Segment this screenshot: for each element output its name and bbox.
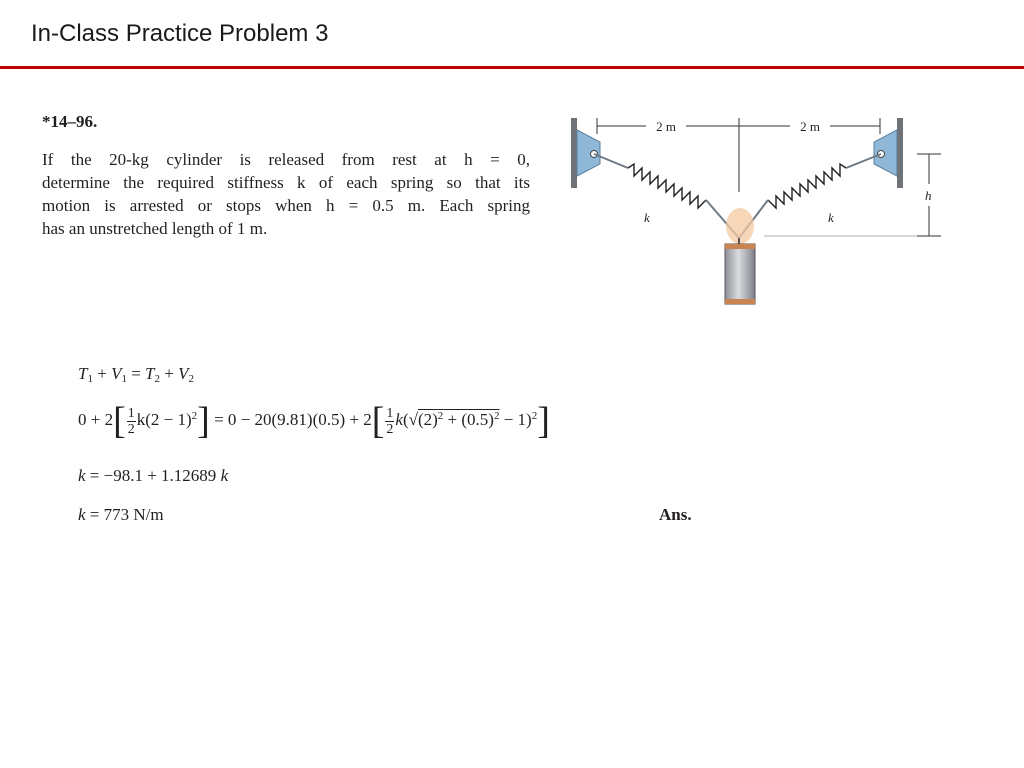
height-label: h xyxy=(925,188,932,203)
statement-line: determine the required stiffness k of each spring so that its xyxy=(42,173,530,192)
energy-equation: $T_1 + V_1 = T_2 + V_2$ xyxy=(78,364,194,385)
problem-number: *14–96. xyxy=(42,112,98,131)
answer-label: Ans. xyxy=(659,505,692,524)
spring-cylinder-figure xyxy=(565,108,955,308)
fraction-half: $\frac{1}{2}$ xyxy=(386,405,394,437)
substitution-equation: 0 + 2[ $\frac{1}{2}$ $k(2 - 1)^2] = 0 - 20(9.81)(0.5) + 2$[ $\frac{1}{2}$ $k(√(2)^2 + (0.5)^2 - 1)^2$] xyxy=(78,400,550,442)
problem-statement xyxy=(42,148,530,240)
dimension-right-label: 2 m xyxy=(800,119,820,134)
cylinder xyxy=(725,244,755,304)
stiffness-relation: k = −98.1 + 1.12689 k xyxy=(78,466,229,485)
title-divider xyxy=(0,66,1024,69)
slide-title: In-Class Practice Problem 3 xyxy=(31,20,329,47)
spring-left-k: k xyxy=(644,210,650,225)
statement-line: has an unstretched length of 1 m. xyxy=(42,219,268,238)
fraction-half: $\frac{1}{2}$ xyxy=(127,405,135,437)
stiffness-result: k = 773 N/m xyxy=(78,505,164,524)
right-wall xyxy=(897,118,903,188)
statement-line: If the 20-kg cylinder is released from rest at h = 0, xyxy=(42,150,530,169)
spring-right-k: k xyxy=(828,210,834,225)
right-spring xyxy=(768,164,846,208)
left-spring xyxy=(628,164,706,208)
left-wall xyxy=(571,118,577,188)
statement-line: motion is arrested or stops when h = 0.5 m. Each spring xyxy=(42,196,530,215)
dimension-left-label: 2 m xyxy=(656,119,676,134)
